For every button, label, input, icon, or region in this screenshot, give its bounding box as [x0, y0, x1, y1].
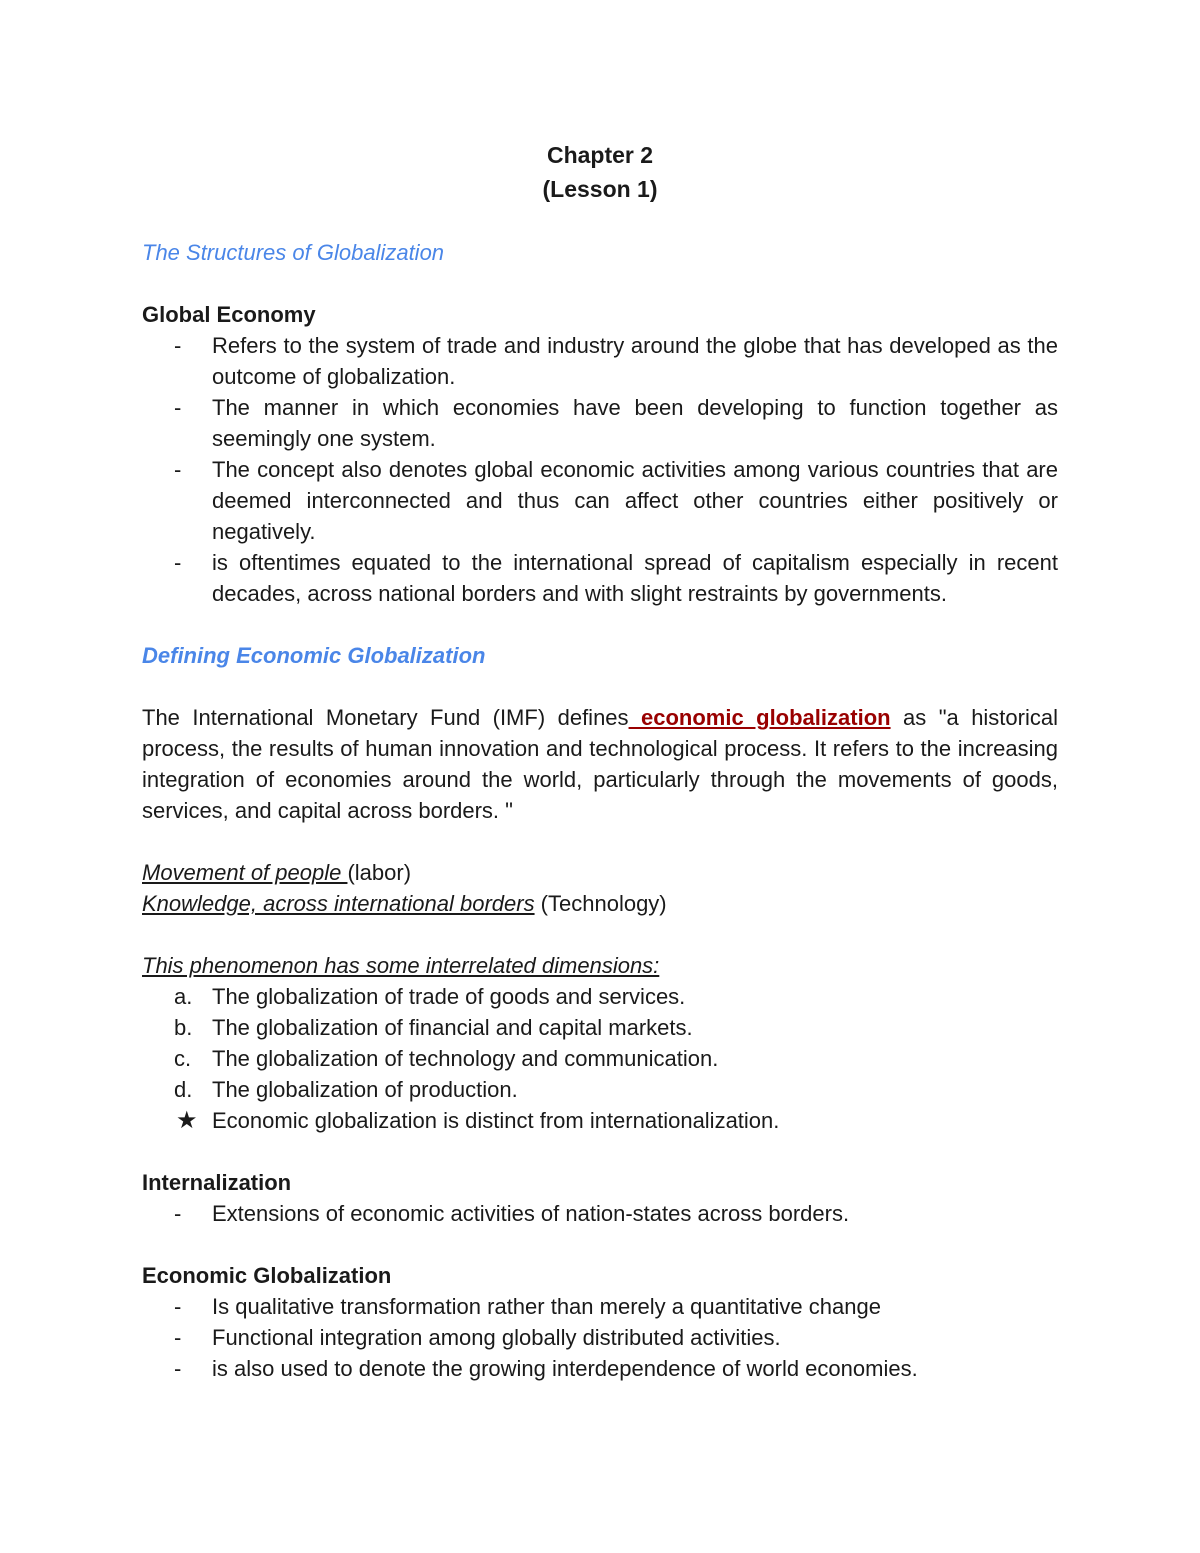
- chapter-title: Chapter 2: [546, 142, 654, 168]
- global-economy-heading: Global Economy: [142, 302, 316, 327]
- dimensions-list: [142, 981, 1058, 1136]
- economic-globalization-term: economic globalization: [628, 705, 891, 730]
- dash-marker: -: [174, 1325, 182, 1350]
- dash-marker: -: [174, 333, 182, 358]
- dimensions-intro: This phenomenon has some interrelated dimensions:: [142, 953, 660, 978]
- list-item: - is also used to denote the growing interdependence of world economies.: [142, 1353, 1058, 1384]
- list-item: d. The globalization of production.: [174, 1077, 518, 1102]
- list-item: - is oftentimes equated to the international spread of capitalism especially in recent decades, across national borders and with slight restraints by governments.: [142, 547, 1058, 609]
- internalization-heading: Internalization: [142, 1170, 292, 1195]
- dash-marker: -: [174, 1356, 182, 1381]
- movement-people-line: Movement of people (labor): [142, 860, 412, 885]
- star-icon: ★: [176, 1107, 198, 1134]
- dash-marker: -: [174, 550, 182, 575]
- list-item: - Refers to the system of trade and industry around the globe that has developed as the outcome of globalization.: [142, 330, 1058, 392]
- dash-marker: -: [174, 395, 182, 420]
- economic-globalization-heading: Economic Globalization: [142, 1263, 392, 1288]
- economic-globalization-list: [142, 1291, 1058, 1384]
- internalization-list: [142, 1198, 1058, 1229]
- list-item: - Extensions of economic activities of nation-states across borders.: [142, 1198, 1058, 1229]
- imf-definition-paragraph: The International Monetary Fund (IMF) defines economic globalization as "a historical process, the results of human innovation and technological process. It refers to the increasing integration of economies around the world, particularly through the movements of goods, services, and capital across borders. ": [142, 705, 1058, 823]
- lesson-title: (Lesson 1): [542, 176, 658, 202]
- list-item: - The concept also denotes global economic activities among various countries that are deemed interconnected and thus can affect other countries either positively or negatively.: [142, 454, 1058, 547]
- global-economy-list: [142, 330, 1058, 609]
- movement-knowledge-line: Knowledge, across international borders (Technology): [142, 891, 667, 916]
- dash-marker: -: [174, 1201, 182, 1226]
- structures-subtitle: The Structures of Globalization: [142, 240, 445, 265]
- dash-marker: -: [174, 457, 182, 482]
- list-item: - Functional integration among globally distributed activities.: [142, 1322, 1058, 1353]
- list-item: b. The globalization of financial and capital markets.: [174, 1015, 693, 1040]
- document-page: [142, 138, 1058, 1384]
- defining-subtitle: Defining Economic Globalization: [142, 643, 486, 668]
- list-item: - The manner in which economies have been developing to function together as seemingly one system.: [142, 392, 1058, 454]
- list-item: ★ Economic globalization is distinct from internationalization.: [176, 1107, 780, 1134]
- list-item: a. The globalization of trade of goods and services.: [174, 984, 686, 1009]
- list-item: - Is qualitative transformation rather than merely a quantitative change: [142, 1291, 1058, 1322]
- dash-marker: -: [174, 1294, 182, 1319]
- list-item: c. The globalization of technology and communication.: [174, 1046, 719, 1071]
